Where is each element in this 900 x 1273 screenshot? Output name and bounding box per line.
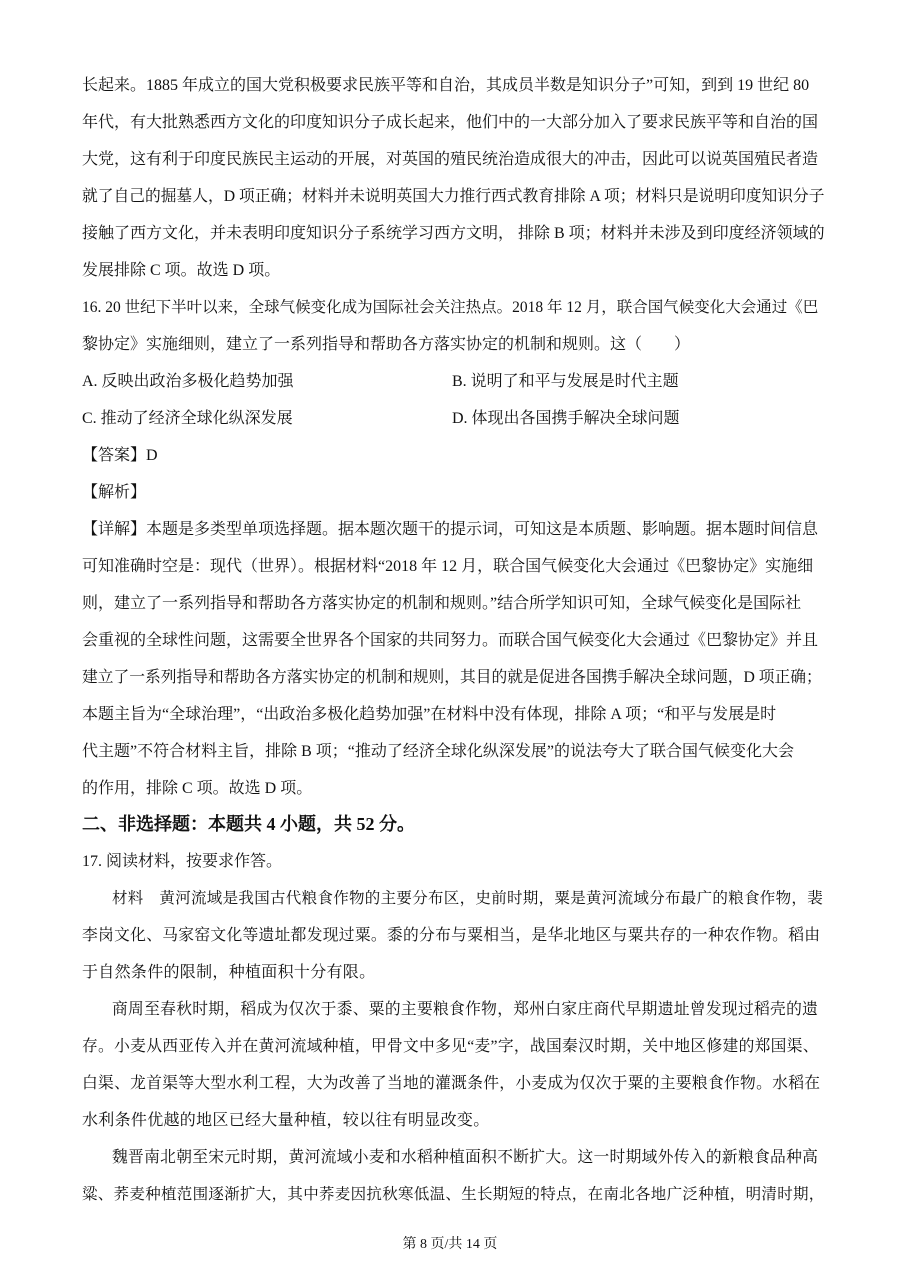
material-line: 材料 黄河流域是我国古代粮食作物的主要分布区，史前时期，粟是黄河流域分布最广的粮食作物，裴 [112,890,824,907]
material-line: 李岗文化、马家窑文化等遗址都发现过粟。黍的分布与粟相当，是华北地区与粟共存的一种农作物。稻由 [82,927,821,944]
material-line: 于自然条件的限制，种植面积十分有限。 [82,964,376,981]
material-line: 水利条件优越的地区已经大量种植，较以往有明显改变。 [82,1112,490,1129]
detail-line: 【详解】本题是多类型单项选择题。据本题次题干的提示词，可知这是本质题、影响题。据本题时间信息 [82,521,819,538]
paragraph-line: 年代，有大批熟悉西方文化的印度知识分子成长起来，他们中的一大部分加入了要求民族平等和自治的国 [82,114,819,131]
page-footer: 第 8 页/共 14 页 [402,1237,498,1252]
detail-line: 本题主旨为“全球治理”，“出政治多极化趋势加强”在材料中没有体现，排除 A 项；“和平与发展是时 [82,706,777,723]
detail-line: 可知准确时空是：现代（世界）。根据材料“2018 年 12 月，联合国气候变化大会通过《巴黎协定》实施细 [82,558,814,575]
material-line: 商周至春秋时期，稻成为仅次于黍、粟的主要粮食作物，郑州白家庄商代早期遗址曾发现过稻壳的遗 [112,1001,819,1018]
option-c: C. 推动了经济全球化纵深发展 [82,410,293,427]
question-stem-line: 黎协定》实施细则，建立了一系列指导和帮助各方落实协定的机制和规则。这（ ） [82,336,691,353]
analysis-label: 【解析】 [82,484,147,501]
detail-line: 代主题”不符合材料主旨，排除 B 项；“推动了经济全球化纵深发展”的说法夸大了联合国气候变化大会 [82,743,794,760]
section-heading: 二、非选择题：本题共 4 小题，共 52 分。 [82,814,415,834]
material-line: 白渠、龙首渠等大型水利工程，大为改善了当地的灌溉条件，小麦成为仅次于粟的主要粮食作物。水稻在 [82,1075,821,1092]
detail-line: 则，建立了一系列指导和帮助各方落实协定的机制和规则。”结合所学知识可知，全球气候变化是国际社 [82,595,802,612]
question-stem: 17. 阅读材料，按要求作答。 [82,853,283,870]
detail-line: 的作用，排除 C 项。故选 D 项。 [82,780,313,797]
paragraph-line: 接触了西方文化，并未表明印度知识分子系统学习西方文明， 排除 B 项；材料并未涉及到印度经济领域的 [82,225,825,242]
paragraph-line: 长起来。1885 年成立的国大党积极要求民族平等和自治，其成员半数是知识分子”可知，到到 19 世纪 80 [82,77,810,94]
material-line: 魏晋南北朝至宋元时期，黄河流域小麦和水稻种植面积不断扩大。这一时期域外传入的新粮食品种高 [112,1149,819,1166]
option-d: D. 体现出各国携手解决全球问题 [452,410,680,427]
option-a: A. 反映出政治多极化趋势加强 [82,373,294,390]
question-stem-line: 16. 20 世纪下半叶以来，全球气候变化成为国际社会关注热点。2018 年 12 月，联合国气候变化大会通过《巴 [82,299,819,316]
paragraph-line: 就了自己的掘墓人，D 项正确；材料并未说明英国大力推行西式教育排除 A 项；材料只是说明印度知识分子 [82,188,825,205]
paragraph-line: 发展排除 C 项。故选 D 项。 [82,262,281,279]
paragraph-line: 大党，这有利于印度民族民主运动的开展，对英国的殖民统治造成很大的冲击，因此可以说英国殖民者造 [82,151,819,168]
detail-line: 会重视的全球性问题，这需要全世界各个国家的共同努力。而联合国气候变化大会通过《巴黎协定》并且 [82,632,819,649]
option-b: B. 说明了和平与发展是时代主题 [452,373,679,390]
material-line: 粱、荞麦种植范围逐渐扩大，其中荞麦因抗秋寒低温、生长期短的特点，在南北各地广泛种植，明清时期， [82,1186,825,1203]
answer-label: 【答案】D [82,447,158,464]
material-line: 存。小麦从西亚传入并在黄河流域种植，甲骨文中多见“麦”字，战国秦汉时期，关中地区修建的郑国渠、 [82,1038,819,1055]
detail-line: 建立了一系列指导和帮助各方落实协定的机制和规则，其目的就是促进各国携手解决全球问题，D 项正确； [82,669,822,686]
